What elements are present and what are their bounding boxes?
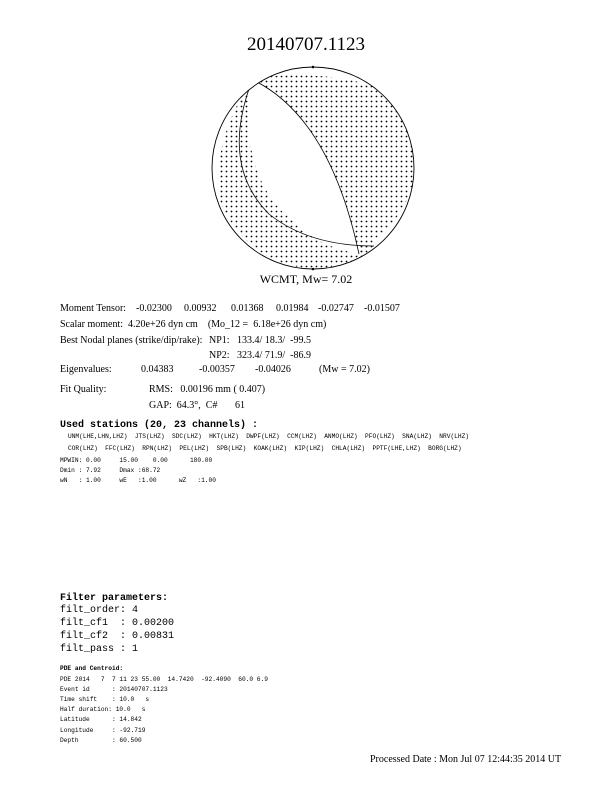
nodal-plane-2-values: NP2: 323.4/ 71.9/ -86.9: [209, 350, 311, 361]
mpwin-line: MPWIN: 0.00 15.00 0.00 180.00: [60, 457, 213, 464]
filter-order: filt_order: 4: [60, 605, 139, 616]
moment-tensor-value: 0.01368: [231, 303, 264, 314]
longitude: Longitude : -92.719: [60, 727, 146, 734]
filter-cf1: filt_cf1 : 0.00200: [60, 618, 175, 629]
processed-date: Processed Date : Mon Jul 07 12:44:35 2014 UT: [370, 754, 562, 765]
moment-tensor-value: -0.01507: [364, 303, 400, 314]
station-list-line: COR(LHZ) FFC(LHZ) RPN(LHZ) PEL(LHZ) SPB(LHZ) KOAK(LHZ) KIP(LHZ) CHLA(LHZ) PPTF(LHE,LHZ) BORG(LHZ): [68, 445, 462, 452]
focal-mechanism-beachball: [209, 64, 417, 272]
eigenvalue: -0.00357: [199, 364, 235, 375]
moment-tensor-value: 0.01984: [276, 303, 309, 314]
scalar-moment: Scalar moment: 4.20e+26 dyn cm (Mo_12 = 6.18e+26 dyn cm): [60, 319, 327, 330]
half-duration: Half duration: 10.0 s: [60, 706, 146, 713]
eigenvalue: -0.04026: [255, 364, 291, 375]
t-axis-marker: [312, 268, 315, 271]
station-list-line: UNM(LHE,LHN,LHZ) JTS(LHZ) SDC(LHZ) HKT(LHZ) DWPF(LHZ) CCM(LHZ) ANMO(LHZ) PFO(LHZ) SNA(LHZ) NRV(LHZ): [68, 433, 470, 440]
fit-quality-rms: RMS: 0.00196 mm ( 0.407): [149, 384, 266, 395]
moment-tensor-value: 0.00932: [184, 303, 217, 314]
fit-quality-gap: GAP: 64.3°, C# 61: [149, 400, 245, 411]
nodal-plane-1-values: NP1: 133.4/ 18.3/ -99.5: [209, 335, 311, 346]
filter-cf2: filt_cf2 : 0.00831: [60, 631, 175, 642]
p-axis-marker: [312, 66, 315, 69]
moment-tensor-label: Moment Tensor:: [60, 303, 127, 314]
pde-line: PDE 2014 7 7 11 23 55.00 14.7420 -92.4090 60.0 6.9: [60, 676, 268, 683]
eigenvalue-mw: (Mw = 7.02): [319, 364, 370, 375]
moment-tensor-value: -0.02747: [318, 303, 354, 314]
event-id: Event id : 20140707.1123: [60, 686, 168, 693]
eigenvalues-label: Eigenvalues:: [60, 364, 112, 375]
nodal-planes-label: Best Nodal planes (strike/dip/rake):: [60, 335, 203, 346]
fit-quality-label: Fit Quality:: [60, 384, 107, 395]
used-stations-heading: Used stations (20, 23 channels) :: [60, 420, 259, 431]
moment-tensor-value: -0.02300: [136, 303, 172, 314]
event-title: 20140707.1123: [246, 34, 366, 55]
eigenvalue: 0.04383: [141, 364, 174, 375]
filter-heading: Filter parameters:: [60, 593, 169, 604]
filter-pass: filt_pass : 1: [60, 644, 139, 655]
time-shift: Time shift : 10.0 s: [60, 696, 150, 703]
mechanism-caption: WCMT, Mw= 7.02: [259, 272, 353, 286]
pde-heading: PDE and Centroid:: [60, 665, 124, 672]
depth: Depth : 60.500: [60, 737, 142, 744]
weights-line: wN : 1.00 wE :1.00 wZ :1.00: [60, 477, 216, 484]
distance-range-line: Dmin : 7.92 Dmax :68.72: [60, 467, 161, 474]
latitude: Latitude : 14.842: [60, 716, 142, 723]
